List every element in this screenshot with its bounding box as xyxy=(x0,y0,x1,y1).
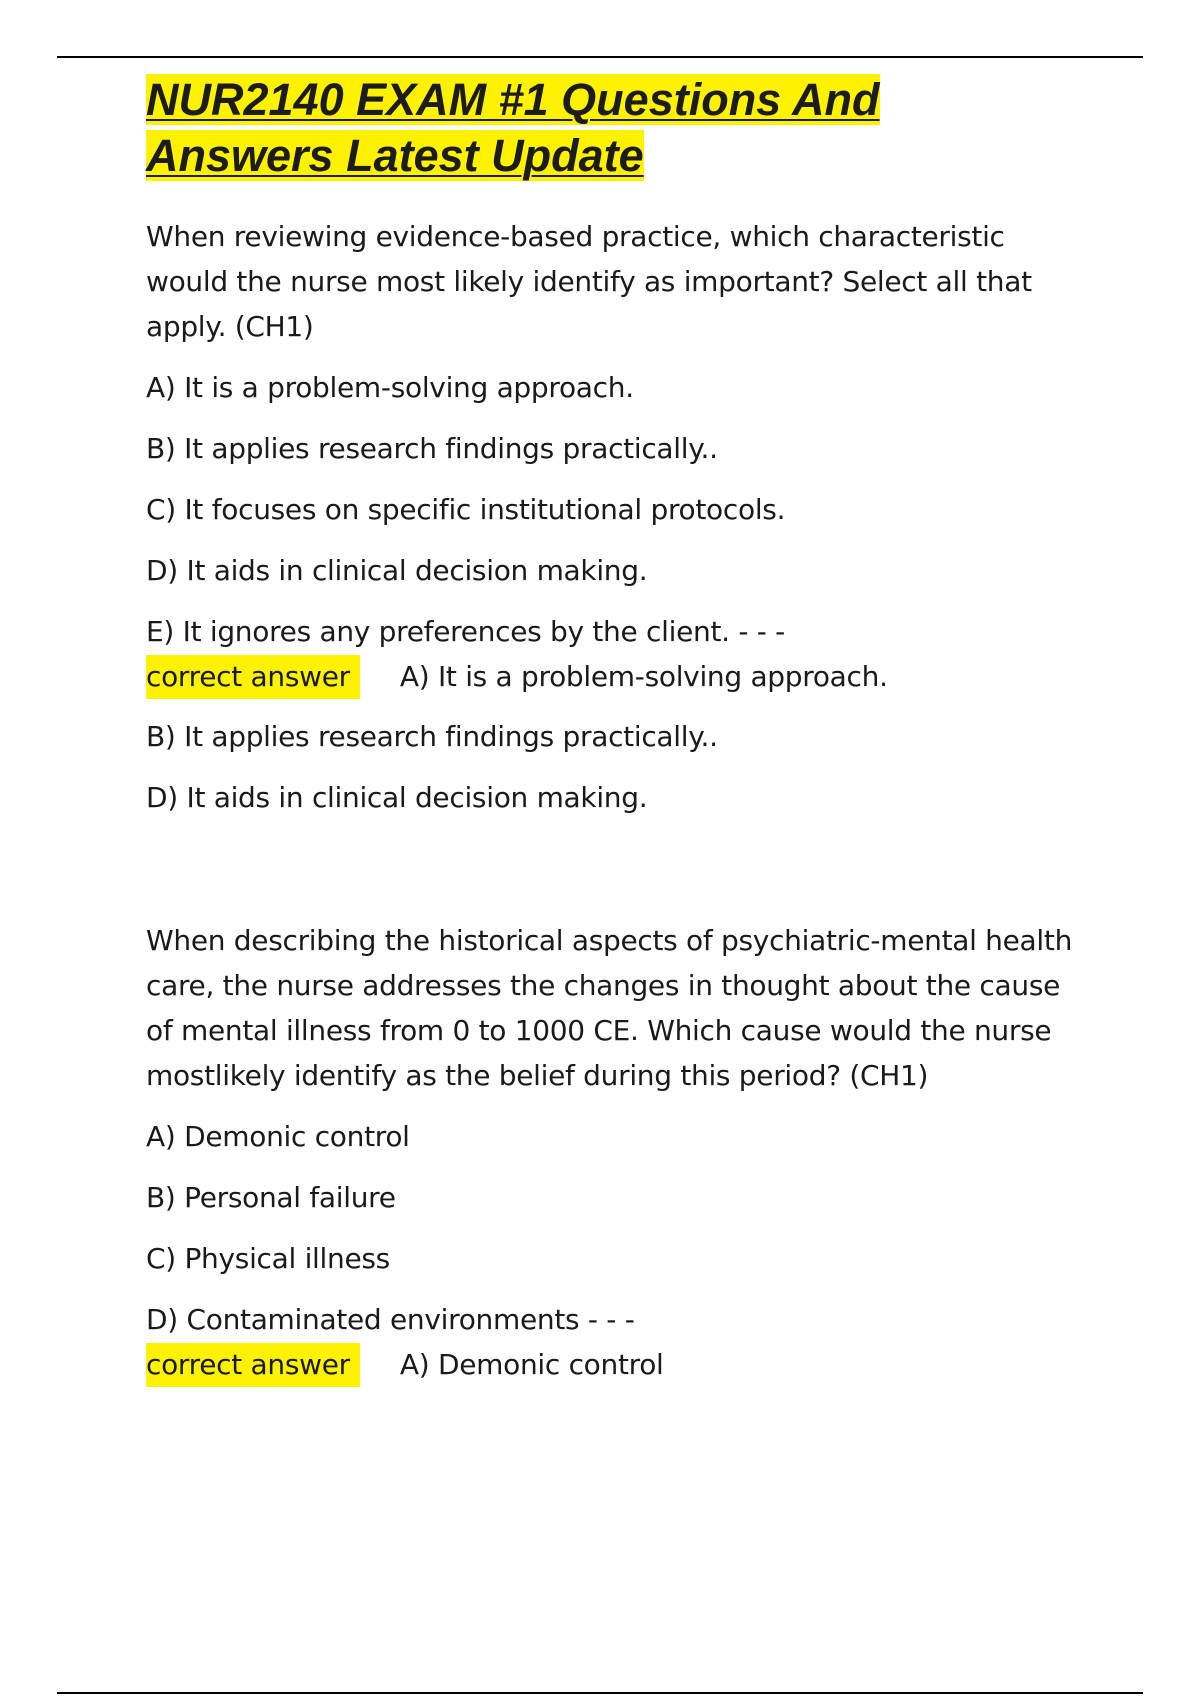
option-b: B) Personal failure xyxy=(146,1181,396,1214)
document-page xyxy=(146,72,1106,1387)
option-b: B) It applies research findings practically.. xyxy=(146,432,718,465)
answer-item: B) It applies research findings practically.. xyxy=(146,720,718,753)
correct-answer-badge: correct answer xyxy=(146,1343,360,1387)
option-d: D) It aids in clinical decision making. xyxy=(146,554,648,587)
answer-item: D) It aids in clinical decision making. xyxy=(146,781,648,814)
option-a: A) Demonic control xyxy=(146,1120,410,1153)
question-2 xyxy=(146,918,1106,1387)
option-c: C) Physical illness xyxy=(146,1242,390,1275)
document-title xyxy=(146,72,1106,184)
option-e: E) It ignores any preferences by the client. - - - xyxy=(146,615,785,648)
top-rule xyxy=(57,56,1143,58)
answer-line xyxy=(146,654,1106,699)
question-text-line: of mental illness from 0 to 1000 CE. Which cause would the nurse xyxy=(146,1014,1052,1047)
question-text-line: would the nurse most likely identify as important? Select all that xyxy=(146,265,1032,298)
answer-item: A) It is a problem-solving approach. xyxy=(399,660,888,693)
question-text xyxy=(146,918,1106,1098)
bottom-rule xyxy=(57,1692,1143,1694)
option-a: A) It is a problem-solving approach. xyxy=(146,371,634,404)
question-text-line: When describing the historical aspects of psychiatric-mental health xyxy=(146,924,1073,957)
title-line-1: NUR2140 EXAM #1 Questions And xyxy=(146,74,880,125)
question-text xyxy=(146,214,1106,349)
title-line-2: Answers Latest Update xyxy=(146,130,644,181)
correct-answer-badge: correct answer xyxy=(146,655,360,699)
option-d: D) Contaminated environments - - - xyxy=(146,1303,635,1336)
option-c: C) It focuses on specific institutional protocols. xyxy=(146,493,786,526)
question-text-line: apply. (CH1) xyxy=(146,310,314,343)
question-text-line: When reviewing evidence-based practice, which characteristic xyxy=(146,220,1005,253)
question-text-line: mostlikely identify as the belief during this period? (CH1) xyxy=(146,1059,929,1092)
question-text-line: care, the nurse addresses the changes in thought about the cause xyxy=(146,969,1061,1002)
question-1 xyxy=(146,214,1106,820)
answer-item: A) Demonic control xyxy=(399,1348,664,1381)
answer-line xyxy=(146,1342,1106,1387)
